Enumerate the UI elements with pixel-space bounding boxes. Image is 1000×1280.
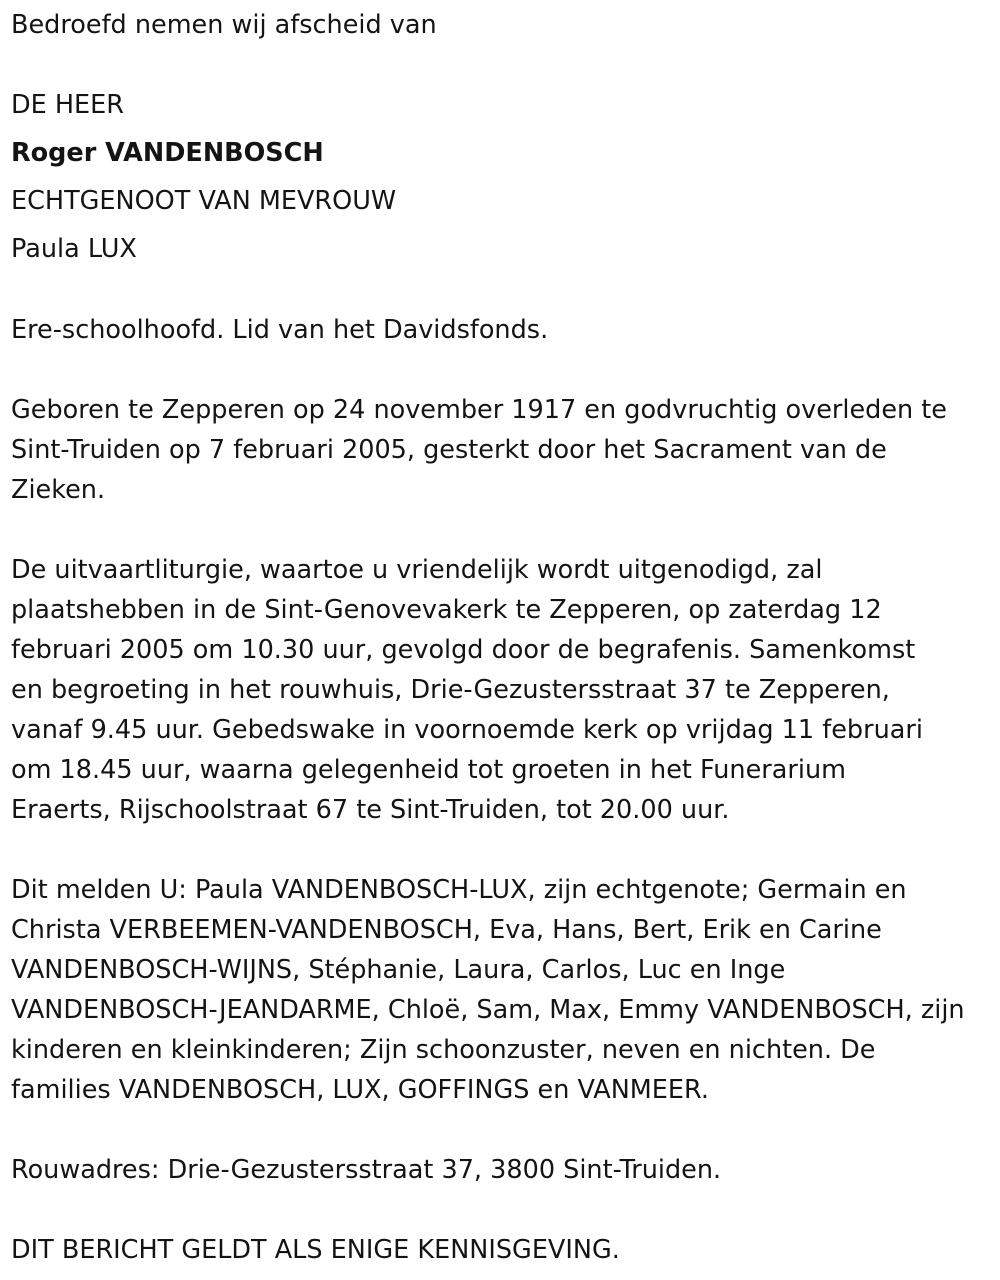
text-line: plaatshebben in de Sint-Genovevakerk te Zepperen, op zaterdag 12 xyxy=(11,595,882,625)
text-line: Zieken. xyxy=(11,475,106,505)
title-prefix: DE HEER xyxy=(11,90,124,120)
text-line: en begroeting in het rouwhuis, Drie-Gezustersstraat 37 te Zepperen, xyxy=(11,675,890,705)
text-line: vanaf 9.45 uur. Gebedswake in voornoemde kerk op vrijdag 11 februari xyxy=(11,715,923,745)
family-paragraph xyxy=(11,870,995,1110)
text-line: Dit melden U: Paula VANDENBOSCH-LUX, zijn echtgenote; Germain en xyxy=(11,875,907,905)
text-line: VANDENBOSCH-JEANDARME, Chloë, Sam, Max, Emmy VANDENBOSCH, zijn xyxy=(11,995,965,1025)
text-line: VANDENBOSCH-WIJNS, Stéphanie, Laura, Carlos, Luc en Inge xyxy=(11,955,786,985)
text-line: De uitvaartliturgie, waartoe u vriendelijk wordt uitgenodigd, zal xyxy=(11,555,823,585)
intro-line: Bedroefd nemen wij afscheid van xyxy=(11,10,437,40)
mourning-address: Rouwadres: Drie-Gezustersstraat 37, 3800 Sint-Truiden. xyxy=(11,1155,722,1185)
spouse-label: ECHTGENOOT VAN MEVROUW xyxy=(11,186,397,216)
text-line: om 18.45 uur, waarna gelegenheid tot groeten in het Funerarium xyxy=(11,755,846,785)
notice-line: DIT BERICHT GELDT ALS ENIGE KENNISGEVING. xyxy=(11,1235,620,1265)
occupation-line: Ere-schoolhoofd. Lid van het Davidsfonds. xyxy=(11,315,549,345)
text-line: families VANDENBOSCH, LUX, GOFFINGS en VANMEER. xyxy=(11,1075,709,1105)
text-line: Eraerts, Rijschoolstraat 67 te Sint-Truiden, tot 20.00 uur. xyxy=(11,795,730,825)
text-line: kinderen en kleinkinderen; Zijn schoonzuster, neven en nichten. De xyxy=(11,1035,876,1065)
birth-death-paragraph xyxy=(11,390,995,510)
funeral-paragraph xyxy=(11,550,995,830)
text-line: Sint-Truiden op 7 februari 2005, gesterkt door het Sacrament van de xyxy=(11,435,887,465)
deceased-name: Roger VANDENBOSCH xyxy=(11,138,324,168)
spouse-name: Paula LUX xyxy=(11,234,137,264)
text-line: februari 2005 om 10.30 uur, gevolgd door de begrafenis. Samenkomst xyxy=(11,635,916,665)
text-line: Christa VERBEEMEN-VANDENBOSCH, Eva, Hans, Bert, Erik en Carine xyxy=(11,915,882,945)
text-line: Geboren te Zepperen op 24 november 1917 en godvruchtig overleden te xyxy=(11,395,947,425)
